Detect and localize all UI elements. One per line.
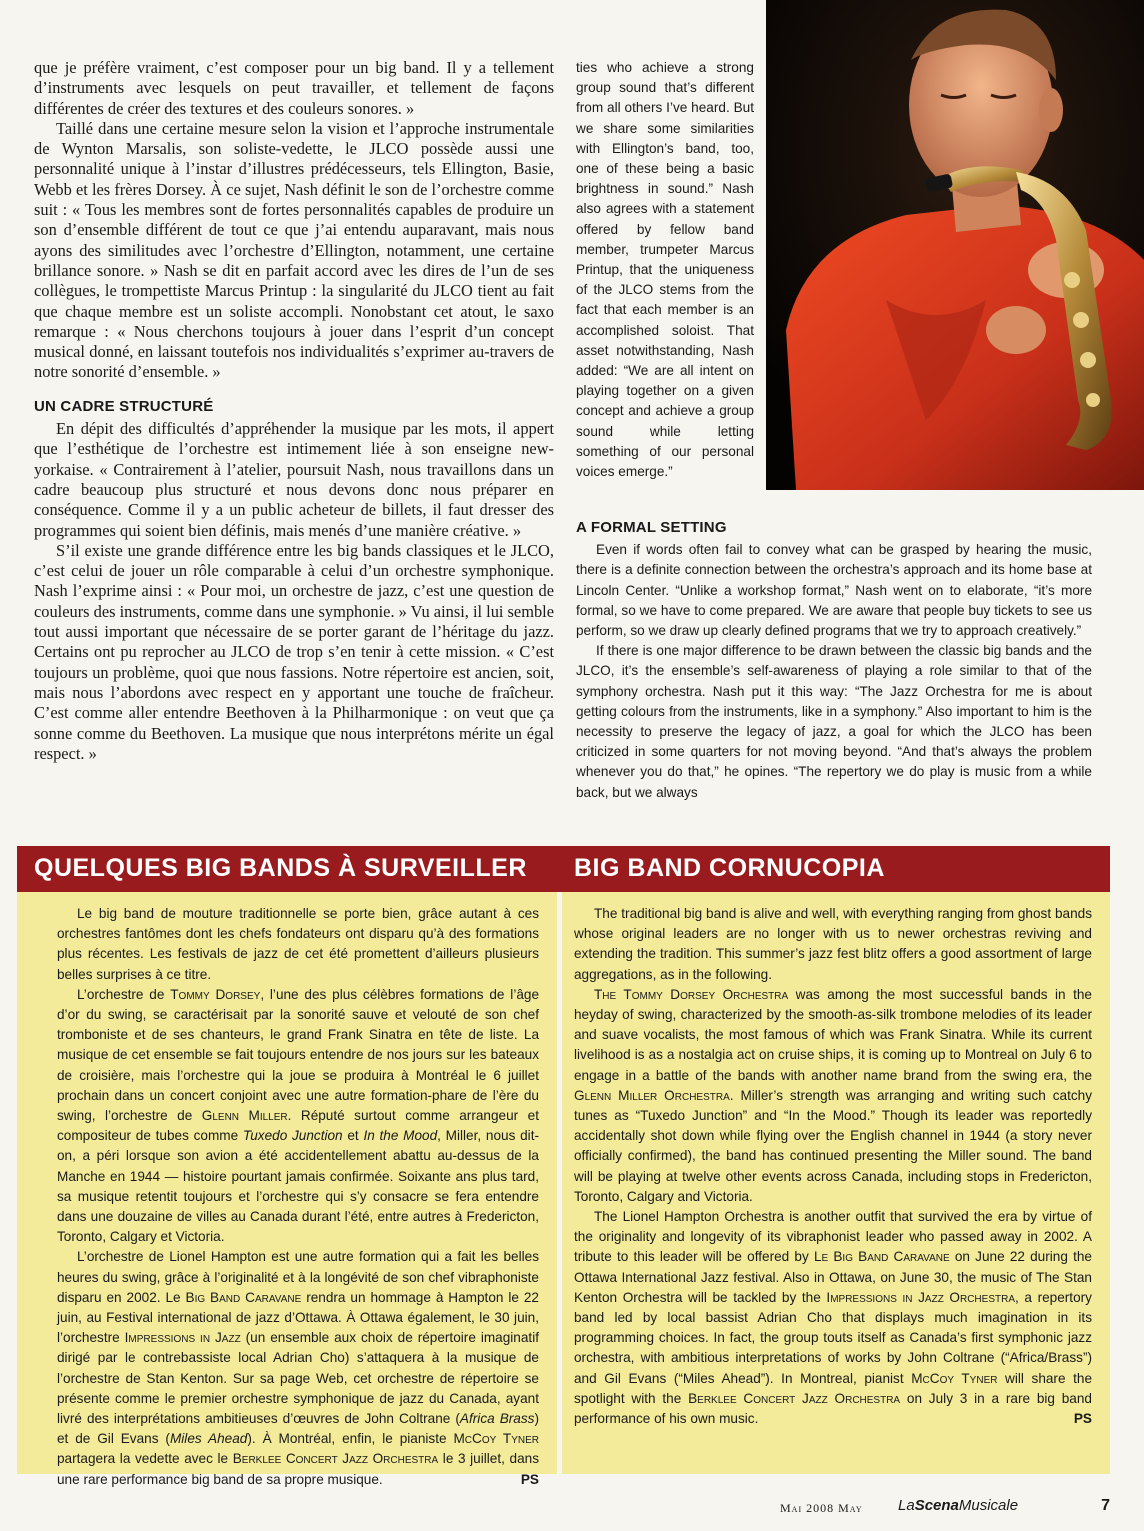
album-title: Africa Brass (459, 1411, 535, 1427)
band-name: Berklee Concert Jazz Orchestra (232, 1451, 439, 1467)
text-span: ). À Montréal, enfin, le pianiste (247, 1431, 454, 1447)
text-span: was among the most successful bands in the heyday of swing, characterized by the smooth-as-silk trombone melodies of its leader and suave vocalists, the most famous of which was Frank Sinatra. While its current livelihood is as a nostalgia act on cruise ships, it is coming up to Montreal on July 6 to engage in a battle of the bands with another name brand from the swing era, the (574, 986, 1092, 1083)
text-span: et (342, 1128, 364, 1144)
sidebar-paragraph (574, 1207, 1092, 1429)
album-title: Miles Ahead (169, 1431, 248, 1447)
text-span: L’orchestre de (77, 986, 171, 1002)
text-span: (un ensemble aux choix de répertoire imaginatif dirigé par le contrebassiste local Adrian Cho) s’attaquera à la musique de l’orchestre de Stan Kenton. Sur sa page Web, cet orchestre de répertoire se présente comme le premier orchestre symphonique de jazz du Canada, ayant livré des interprétations ambitieuses d’œuvres de John Coltrane ( (57, 1330, 540, 1427)
issue-date: Mai 2008 May (780, 1501, 863, 1515)
text-span: , l’une des plus célèbres formations de l’âge d’or du swing, se caractérisait par la sonorité sauve et velouté de son chef tromboniste et de ses chanteurs, le grand Frank Sinatra en tête de liste. La musique de cet ensemble se fait toujours entendre de nos jours sur les bateaux de croisière, mais l’orchestre qui la joue se produira à Montréal le 6 juillet prochain dans un concert conjoint avec une autre formation-phare de l’ère du swing, l’orchestre de (57, 986, 540, 1124)
author-signature: PS (520, 1471, 539, 1487)
english-article-column-narrow (576, 58, 754, 482)
sidebar-paragraph (57, 1247, 539, 1489)
logo-part: Scena (914, 1497, 959, 1514)
page-number: 7 (1101, 1497, 1110, 1514)
english-article-column (576, 518, 1092, 803)
saxophonist-illustration (766, 0, 1144, 490)
section-heading: A FORMAL SETTING (576, 519, 727, 536)
article-paragraph: If there is one major difference to be drawn between the classic big bands and the JLCO, it’s the ensemble’s self-awareness of playing a role similar to that of the symphony orchestra. Nash put it this way: “The Jazz Orchestra for me is about getting colours from the instruments, like in a symphony.” Also important to him is the necessity to preserve the legacy of jazz, a goal for which the JLCO has been criticized in some quarters for not moving beyond. “And that’s always the problem whenever you do that,” he opines. “The repertory we do play is music from a while back, but we always (576, 643, 1092, 800)
article-paragraph: que je préfère vraiment, c’est composer pour un big band. Il y a tellement d’instruments avec lesquels on peut travailler, et tellement de façons différentes de créer des textures et des couleurs sonores. » (34, 58, 554, 118)
text-span: , Miller, nous dit-on, a péri lorsque son avion a été accidentellement abattu au-dessus de la Manche en 1944 — histoire pourtant jamais confirmée. Soixante ans plus tard, sa musique retentit toujours et l’orchestre qui s’y consacre se fera entendre dans une douzaine de villes au Canada durant l’été, entre autres à Fredericton, Toronto, Calgary et Victoria. (57, 1128, 539, 1245)
text-span: ) et de Gil Evans ( (57, 1411, 539, 1447)
logo-part: La (898, 1497, 915, 1514)
english-sidebar-box (562, 892, 1110, 1474)
band-name: Impressions in Jazz Orchestra (826, 1289, 1015, 1305)
band-name: Big Band Caravane (185, 1289, 302, 1305)
section-heading: UN CADRE STRUCTURÉ (34, 397, 214, 415)
french-sidebar-title: QUELQUES BIG BANDS À SURVEILLER (34, 854, 527, 882)
artist-name: McCoy Tyner (453, 1431, 539, 1447)
sidebar-paragraph: Le big band de mouture traditionnelle se porte bien, grâce autant à ces orchestres fantômes dont les chefs fondateurs ont disparu qu’à des formations plus récentes. Les festivals de jazz de cet été promettent d’ailleurs plusieurs belles surprises à ce titre. (57, 906, 539, 982)
band-name: Tommy Dorsey (170, 986, 261, 1002)
magazine-logo (898, 1497, 1018, 1514)
article-paragraph: S’il existe une grande différence entre les big bands classiques et le JLCO, c’est celui de jouer un rôle comparable à celui d’un orchestre symphonique. Nash l’exprime ainsi : « Pour moi, un orchestre de jazz, c’est une question de couleurs des instruments, comme dans une symphonie. » Vu ainsi, il lui semble tout aussi important que nécessaire de se porter garant de l’héritage du jazz. Certains ont pu reprocher au JLCO de trop s’en tenir à cette mission. « C’est toujours un problème, quoi que nous fassions. Notre répertoire est ancien, soit, mais nous l’abordons avec respect en y apportant une touche de fraîcheur. C’est comme aller entendre Beethoven à la Philharmonique : on veut que ça sonne comme du Beethoven. La musique que nous interprétons mérite un égal respect. » (34, 540, 554, 763)
band-name: The Tommy Dorsey Orchestra (594, 986, 789, 1002)
band-name: Glenn Miller (201, 1108, 288, 1124)
text-span: L’orchestre de Lionel Hampton est une autre formation qui a fait les belles heures du swing, grâce à l’originalité et à la longévité de son chef vibraphoniste disparu en 2002. Le (57, 1249, 539, 1305)
band-name: Berklee Concert Jazz Orchestra (688, 1390, 901, 1406)
french-article-column (34, 58, 554, 764)
sidebar-paragraph (574, 985, 1092, 1207)
page-footer (780, 1497, 1110, 1521)
band-name: Le Big Band Caravane (813, 1249, 950, 1265)
sidebar-banner (17, 846, 1110, 892)
saxophonist-photo (766, 0, 1144, 490)
english-sidebar-title: BIG BAND CORNUCOPIA (574, 854, 885, 882)
text-span: will share the spotlight with the (574, 1370, 1093, 1406)
text-span: The Lionel Hampton Orchestra is another outfit that survived the era by virtue of the originality and longevity of its vibraphonist leader who passed away in 2002. A tribute to this leader will be offered by (574, 1209, 1092, 1265)
text-span: . Réputé surtout comme arrangeur et compositeur de tubes comme (57, 1108, 539, 1144)
text-span: on June 22 during the Ottawa International Jazz festival. Also in Ottawa, on June 30, the music of The Stan Kenton Orchestra will be tackled by the (574, 1249, 1092, 1305)
article-paragraph: Taillé dans une certaine mesure selon la vision et l’approche instrumentale de Wynton Marsalis, son soliste-vedette, le JLCO possède aussi une personnalité unique à l’instar d’illustres prédécesseurs, tels Ellington, Basie, Webb et les frères Dorsey. À ce sujet, Nash définit le son de l’orchestre comme suit : « Tous les membres sont de fortes personnalités capables de produire un son d’ensemble différent de tout ce que j’ai entendu auparavant, mais nous ayons des similitudes avec l’orchestre d’Ellington, notamment, une certaine brillance sonore. » Nash se dit en parfait accord avec les dires de l’un de ses collègues, le trompettiste Marcus Printup : la singularité du JLCO tient au fait que chaque membre est un soliste accompli. Nonobstant cet atout, le saxo remarque : « Nous cherchons toujours à jouer dans l’esprit d’un concept musical donné, en laissant toutefois nos individualités s’exprimer au-travers de notre sonorité d’ensemble. » (34, 118, 554, 382)
article-paragraph: ties who achieve a strong group sound that’s different from all others I’ve heard. But we share some similarities with Ellington’s band, too, one of these being a basic brightness in sound.” Nash also agrees with a statement offered by fellow band member, trumpeter Marcus Printup, that the uniqueness of the JLCO stems from the fact that each member is an accomplished soloist. That asset notwithstanding, Nash added: “We are all intent on playing together on a given concept and achieve a group sound while letting something of our personal voices emerge.” (576, 60, 754, 480)
song-title: In the Mood (363, 1128, 438, 1144)
article-paragraph: En dépit des difficultés d’appréhender la musique par les mots, il appert que l’esthétique de l’orchestre est intimement liée à son enseigne new-yorkaise. « Contrairement à l’atelier, poursuit Nash, nous travaillons dans un cadre beaucoup plus structuré et nous devons donc nous préparer en conséquence. Comme il y a un public acheteur de billets, il faut dresser des programmes qui soient bien définis, mais menés d’une manière créative. » (34, 419, 554, 540)
song-title: Tuxedo Junction (242, 1128, 343, 1144)
logo-part: Musicale (958, 1497, 1019, 1514)
text-span: le 3 juillet, dans une rare performance big band de sa propre musique. (57, 1451, 539, 1487)
author-signature: PS (1073, 1411, 1092, 1427)
french-sidebar-box (17, 892, 557, 1487)
band-name: Impressions in Jazz (124, 1330, 241, 1346)
text-span: partagera la vedette avec le (57, 1451, 233, 1467)
sidebar-paragraph: The traditional big band is alive and well, with everything ranging from ghost bands whose original leaders are no longer with us to newer orchestras reviving and extending the tradition. This summer’s jazz fest blitz offers a good assortment of large aggregations, as in the following. (574, 906, 1092, 982)
artist-name: McCoy Tyner (911, 1370, 998, 1386)
text-span: . Miller’s strength was arranging and writing such catchy tunes as “Tuxedo Junction” and “In the Mood.” Though its leader was reportedly accidentally shot down while flying over the English channel in 1944 (a story never officially confirmed), the band has continued presenting the Miller sound. The band will be playing at twelve other events across Canada, including stops in Fredericton, Toronto, Calgary and Victoria. (574, 1087, 1093, 1204)
article-paragraph: Even if words often fail to convey what can be grasped by hearing the music, there is a definite connection between the orchestra’s approach and its home base at Lincoln Center. “Unlike a workshop format,” Nash went on to elaborate, “it’s more formal, so we have to come prepared. We are aware that people buy tickets to see us perform, so we draw up clearly defined programs that we try to approach creatively.” (576, 542, 1092, 639)
text-span: rendra un hommage à Hampton le 22 juin, au Festival international de jazz d’Ottawa. À Ottawa également, le 30 juin, l’orchestre (57, 1289, 539, 1346)
text-span: , a repertory band led by local bassist Adrian Cho that displays much imagination in its programming choices. In fact, the group touts itself as Canada’s first symphonic jazz orchestra, with ambitious interpretations of works by John Coltrane (“Africa/Brass”) and Gil Evans (“Miles Ahead”). In Montreal, pianist (574, 1289, 1092, 1386)
band-name: Glenn Miller Orchestra (574, 1087, 730, 1103)
sidebar-paragraph (57, 985, 539, 1248)
text-span: on July 3 in a rare big band performance of his own music. (574, 1390, 1092, 1427)
